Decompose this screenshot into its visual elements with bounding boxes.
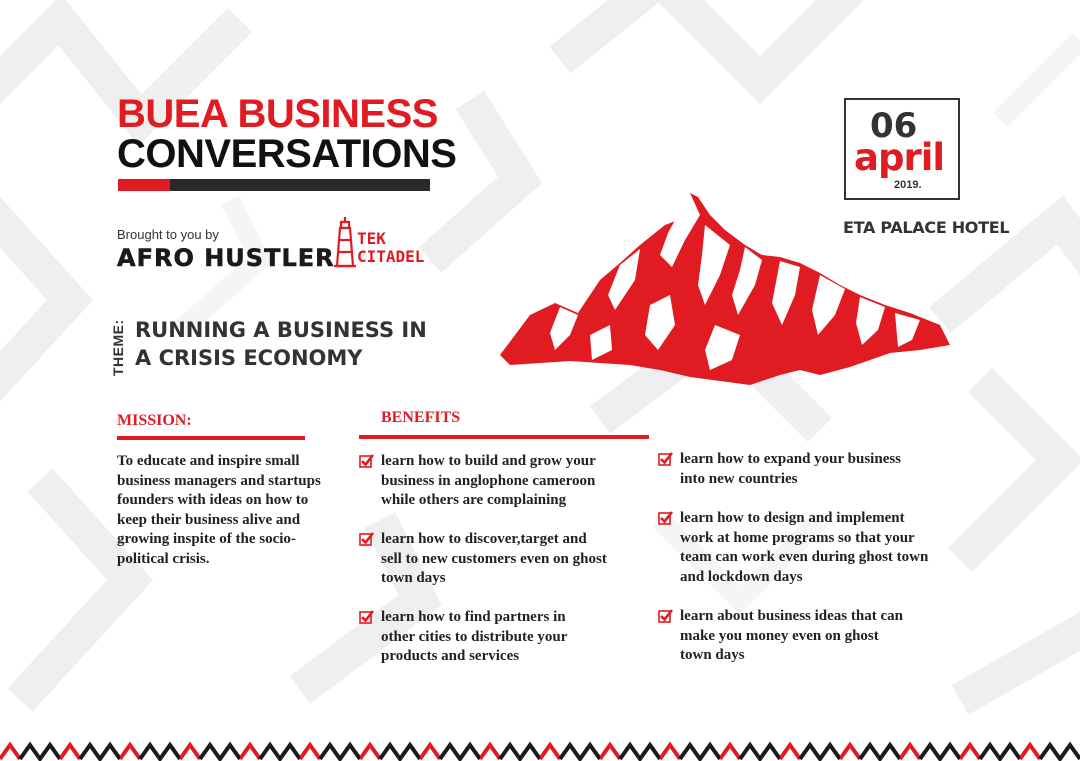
checkbox-tick-icon <box>658 451 674 467</box>
tek-logo-line1: TEK <box>357 229 386 248</box>
checkbox-tick-icon <box>359 453 375 469</box>
event-day: 06 <box>870 106 918 146</box>
benefit-item <box>658 607 958 667</box>
tek-logo-line2: CITADEL <box>357 247 425 266</box>
event-month: april <box>854 136 945 179</box>
event-title-line2: CONVERSATIONS <box>117 132 457 176</box>
checkbox-tick-icon <box>359 609 375 625</box>
mission-heading: MISSION: <box>117 412 192 429</box>
event-title-line1: BUEA BUSINESS <box>117 92 438 136</box>
checkbox-tick-icon <box>658 608 674 624</box>
brought-by-label: Brought to you by <box>117 227 219 242</box>
mission-text: To educate and inspire small business managers and startups founders with ideas on how to keep their business alive and growing inspite of the socio-political crisis. <box>117 453 321 567</box>
footer-zigzag-band <box>0 741 1080 761</box>
benefit-text: learn how to discover,target and sell to new customers even on ghost town days <box>381 531 607 587</box>
tek-citadel-logo <box>333 214 423 270</box>
mountain-illustration <box>500 185 950 390</box>
title-underline-accent <box>118 179 170 191</box>
benefits-heading: BENEFITS <box>381 409 461 426</box>
title-underline-bar <box>118 179 430 191</box>
theme-line1: RUNNING A BUSINESS IN <box>135 318 427 342</box>
benefit-item <box>658 450 958 490</box>
checkbox-tick-icon <box>359 531 375 547</box>
checkbox-tick-icon <box>658 510 674 526</box>
benefits-divider <box>359 435 649 439</box>
mission-divider <box>117 436 305 440</box>
event-year: 2019. <box>894 179 922 191</box>
theme-line2: A CRISIS ECONOMY <box>135 346 363 370</box>
benefit-item <box>658 509 968 589</box>
theme-text <box>135 316 427 372</box>
benefit-item <box>359 452 649 512</box>
afro-hustler-logo: AFRO HUSTLER <box>117 244 335 272</box>
benefit-text: learn about business ideas that can make you money even on ghost town days <box>680 608 903 664</box>
theme-label: THEME: <box>110 319 126 376</box>
benefit-text: learn how to expand your business into new countries <box>680 451 902 487</box>
event-venue: ETA PALACE HOTEL <box>843 218 1010 237</box>
lighthouse-icon <box>333 214 357 270</box>
benefit-item <box>359 530 654 590</box>
benefit-text: learn how to design and implement work at home programs so that your team can work even during ghost town and lockdown days <box>680 510 929 585</box>
benefit-text: learn how to build and grow your business in anglophone cameroon while others are complaining <box>381 453 596 509</box>
benefit-item <box>359 608 649 668</box>
benefit-text: learn how to find partners in other cities to distribute your products and services <box>381 609 568 665</box>
